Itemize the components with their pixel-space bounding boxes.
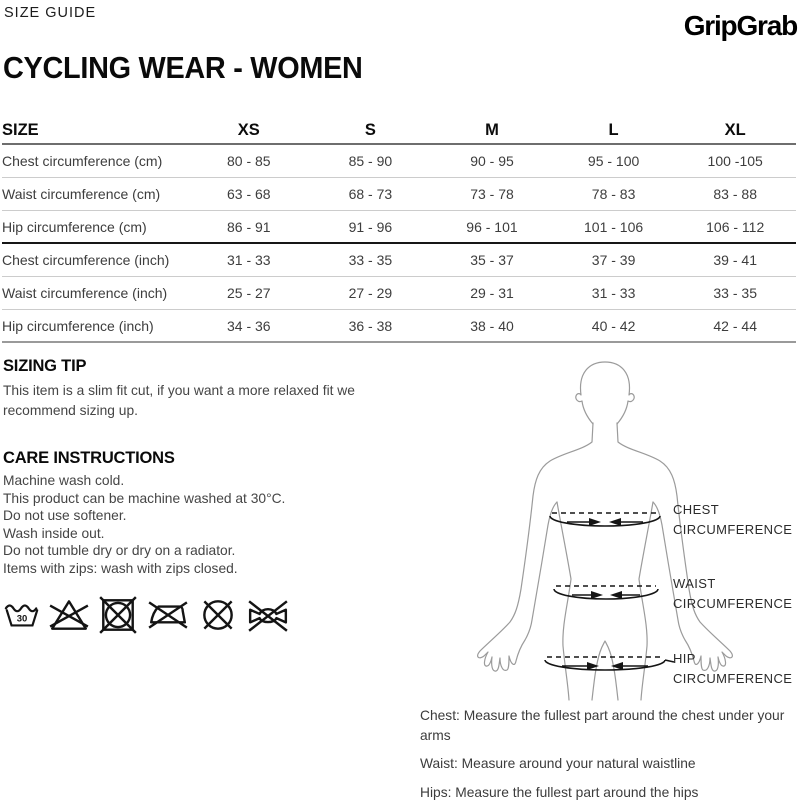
size-value: 31 - 33 [591,285,636,301]
measurement-note: Waist: Measure around your natural waistline [420,756,696,771]
care-instructions-heading: CARE INSTRUCTIONS [3,449,175,467]
size-value: 91 - 96 [348,218,393,235]
table-row [2,211,796,244]
row-label: Hip circumference (cm) [2,218,147,235]
do-not-bleach-icon [48,594,90,636]
table-header-xl: XL [724,120,746,139]
label-line: CIRCUMFERENCE [673,596,793,611]
page-title: CYCLING WEAR - WOMEN [3,50,363,85]
label-line: HIP [673,651,696,666]
size-value: 101 - 106 [584,218,644,235]
size-value: 29 - 31 [470,285,514,301]
waist-arrow-left-icon [610,591,622,599]
size-value: 106 - 112 [706,218,765,235]
care-instruction-line: Wash inside out. [3,525,105,541]
size-value: 86 - 91 [227,218,271,235]
table-row [2,277,796,310]
care-symbol-row [3,594,290,636]
size-value: 63 - 68 [227,186,271,202]
measurement-notes [420,706,792,811]
label-line: CIRCUMFERENCE [673,671,793,686]
chest-circumference-label [673,500,792,540]
size-value: 40 - 42 [591,317,636,334]
do-not-wring-icon [246,594,290,636]
size-value: 95 - 100 [587,153,640,169]
body-measurement-diagram [420,353,800,703]
row-label: Chest circumference (cm) [2,153,163,169]
size-value: 36 - 38 [348,317,393,334]
size-value: 27 - 29 [348,285,393,301]
row-label: Hip circumference (inch) [2,317,154,334]
do-not-iron-icon [146,594,190,636]
size-table [2,117,796,343]
size-value: 35 - 37 [470,252,514,268]
page-label: SIZE GUIDE [4,5,97,21]
sizing-tip-text: This item is a slim fit cut, if you want a more relaxed fit we recommend sizing up. [3,383,355,418]
machine-wash-30-icon [3,594,41,636]
waist-arrow-right-icon [591,591,603,599]
size-value: 33 - 35 [348,252,393,268]
care-instructions-list [3,472,285,578]
size-value: 38 - 40 [470,317,514,334]
care-instruction-line: Do not use softener. [3,508,127,524]
hip-circumference-label [673,649,792,689]
size-value: 96 - 101 [466,218,518,235]
table-header-size: SIZE [2,120,39,139]
size-value: 33 - 35 [713,285,757,301]
table-header-l: L [608,120,619,139]
waist-circumference-label [673,574,792,614]
size-value: 90 - 95 [470,153,514,169]
table-header-row [2,117,796,145]
row-label: Waist circumference (cm) [2,186,161,202]
size-value: 34 - 36 [227,317,271,334]
care-instruction-line: Do not tumble dry or dry on a radiator. [3,543,236,559]
label-line: CHEST [673,502,720,517]
size-value: 37 - 39 [591,252,636,268]
care-instruction-line: Items with zips: wash with zips closed. [3,560,238,576]
table-header-s: S [364,120,376,139]
size-value: 78 - 83 [591,186,636,202]
size-value: 85 - 90 [348,153,393,169]
table-row [2,178,796,211]
table-row [2,145,796,178]
size-value: 68 - 73 [348,186,393,202]
sizing-tip-heading: SIZING TIP [3,357,87,375]
chest-arrow-right-icon [589,518,601,526]
size-value: 25 - 27 [227,285,271,301]
wash-temp-label: 30 [16,613,28,625]
size-value: 80 - 85 [227,153,271,169]
table-row [2,310,796,343]
size-value: 31 - 33 [227,252,271,268]
size-value: 100 -105 [707,153,763,169]
label-line: CIRCUMFERENCE [673,522,793,537]
size-value: 42 - 44 [713,317,757,334]
label-line: WAIST [673,576,716,591]
table-header-xs: XS [237,120,260,139]
table-header-m: M [485,120,499,139]
row-label: Chest circumference (inch) [2,252,170,268]
size-value: 83 - 88 [713,186,757,202]
brand-logo: GripGrab [683,10,797,41]
size-value: 73 - 78 [470,186,514,202]
size-value: 39 - 41 [713,252,757,268]
chest-arrow-left-icon [609,518,621,526]
measurement-note: Hips: Measure the fullest part around the hips [420,784,699,800]
do-not-tumble-dry-icon [97,594,139,636]
table-row [2,244,796,277]
do-not-dry-clean-icon [197,594,239,636]
measurement-note: Chest: Measure the fullest part around the chest under your arms [420,708,785,743]
care-instruction-line: Machine wash cold. [3,473,125,488]
care-instruction-line: This product can be machine washed at 30°C. [3,490,286,506]
row-label: Waist circumference (inch) [2,285,168,301]
